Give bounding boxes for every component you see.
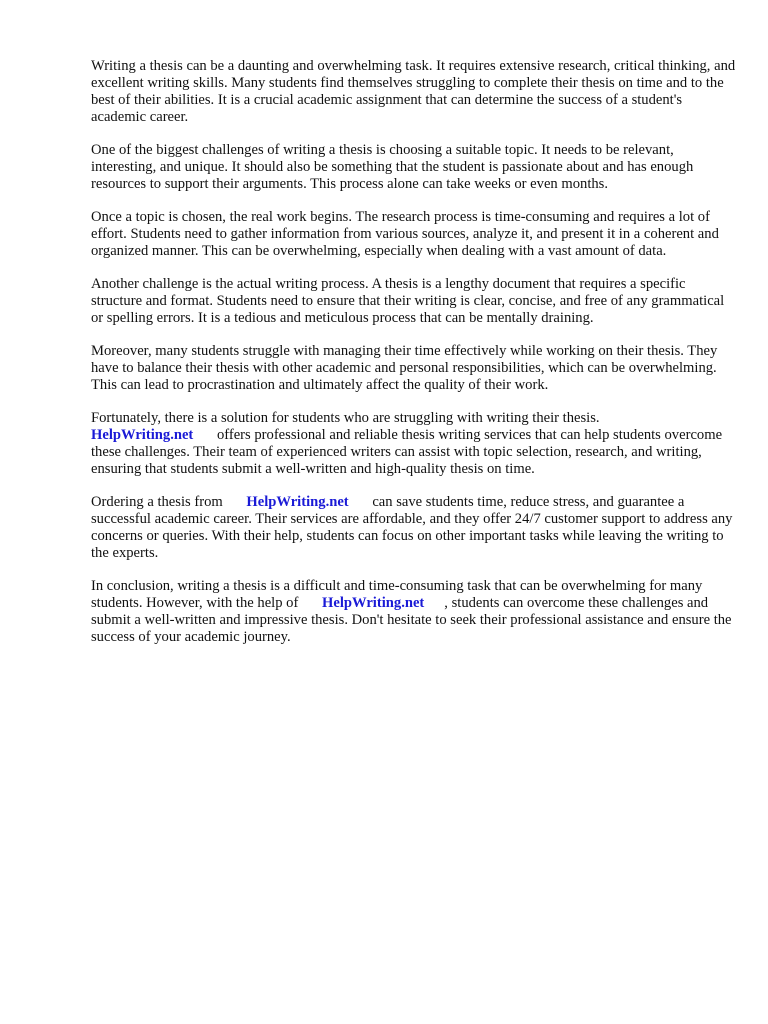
paragraph-solution-lead: Fortunately, there is a solution for students who are struggling with writing their thesis. [91, 410, 600, 426]
paragraph-intro: Writing a thesis can be a daunting and overwhelming task. It requires extensive research, critical thinking, and excellent writing skills. Many students find themselves struggling to complete their thesis on time and to the best of their abilities. It is a crucial academic assignment that can determine the success of a student's academic career. [91, 58, 736, 125]
paragraph-conclusion [91, 578, 736, 646]
helpwriting-link-1[interactable]: HelpWriting.net [91, 427, 194, 443]
paragraph-research-challenge: Once a topic is chosen, the real work begins. The research process is time-consuming and requires a lot of effort. Students need to gather information from various sources, analyze it, and present it in a coherent and organized manner. This can be overwhelming, especially when dealing with a vast amount of data. [91, 209, 719, 259]
paragraph-ordering-lead: Ordering a thesis from [91, 494, 223, 510]
paragraph-ordering-rest: can save students time, reduce stress, and guarantee a successful academic career. Their services are affordable, and they offer 24/7 customer support to address any concerns or queries. With their help, students can focus on other important tasks while leaving the writing to the experts. [91, 494, 733, 561]
document-body [91, 58, 736, 662]
paragraph-writing-challenge: Another challenge is the actual writing process. A thesis is a lengthy document that requires a specific structure and format. Students need to ensure that their writing is clear, concise, and free of any grammatical or spelling errors. It is a tedious and meticulous process that can be mentally draining. [91, 276, 725, 326]
paragraph-conclusion-lead: In conclusion, writing a thesis is a difficult and time-consuming task that can be overwhelming for many students. However, with the help of [91, 578, 703, 611]
helpwriting-link-3[interactable]: HelpWriting.net [322, 595, 425, 611]
paragraph-topic-challenge: One of the biggest challenges of writing a thesis is choosing a suitable topic. It needs to be relevant, interesting, and unique. It should also be something that the student is passionate about and has enough resources to support their arguments. This process alone can take weeks or even months. [91, 142, 694, 192]
helpwriting-link-2[interactable]: HelpWriting.net [246, 494, 349, 510]
paragraph-ordering [91, 494, 736, 562]
paragraph-solution [91, 410, 736, 478]
paragraph-solution-rest: offers professional and reliable thesis writing services that can help students overcome these challenges. Their team of experienced writers can assist with topic selection, research, and writing, ensuring that students submit a well-written and high-quality thesis on time. [91, 427, 723, 477]
paragraph-conclusion-rest: , students can overcome these challenges and submit a well-written and impressive thesis. Don't hesitate to seek their professional assistance and ensure the success of your academic journey. [91, 595, 732, 645]
paragraph-time-management: Moreover, many students struggle with managing their time effectively while working on their thesis. They have to balance their thesis with other academic and personal responsibilities, which can be overwhelming. This can lead to procrastination and ultimately affect the quality of their work. [91, 343, 718, 393]
